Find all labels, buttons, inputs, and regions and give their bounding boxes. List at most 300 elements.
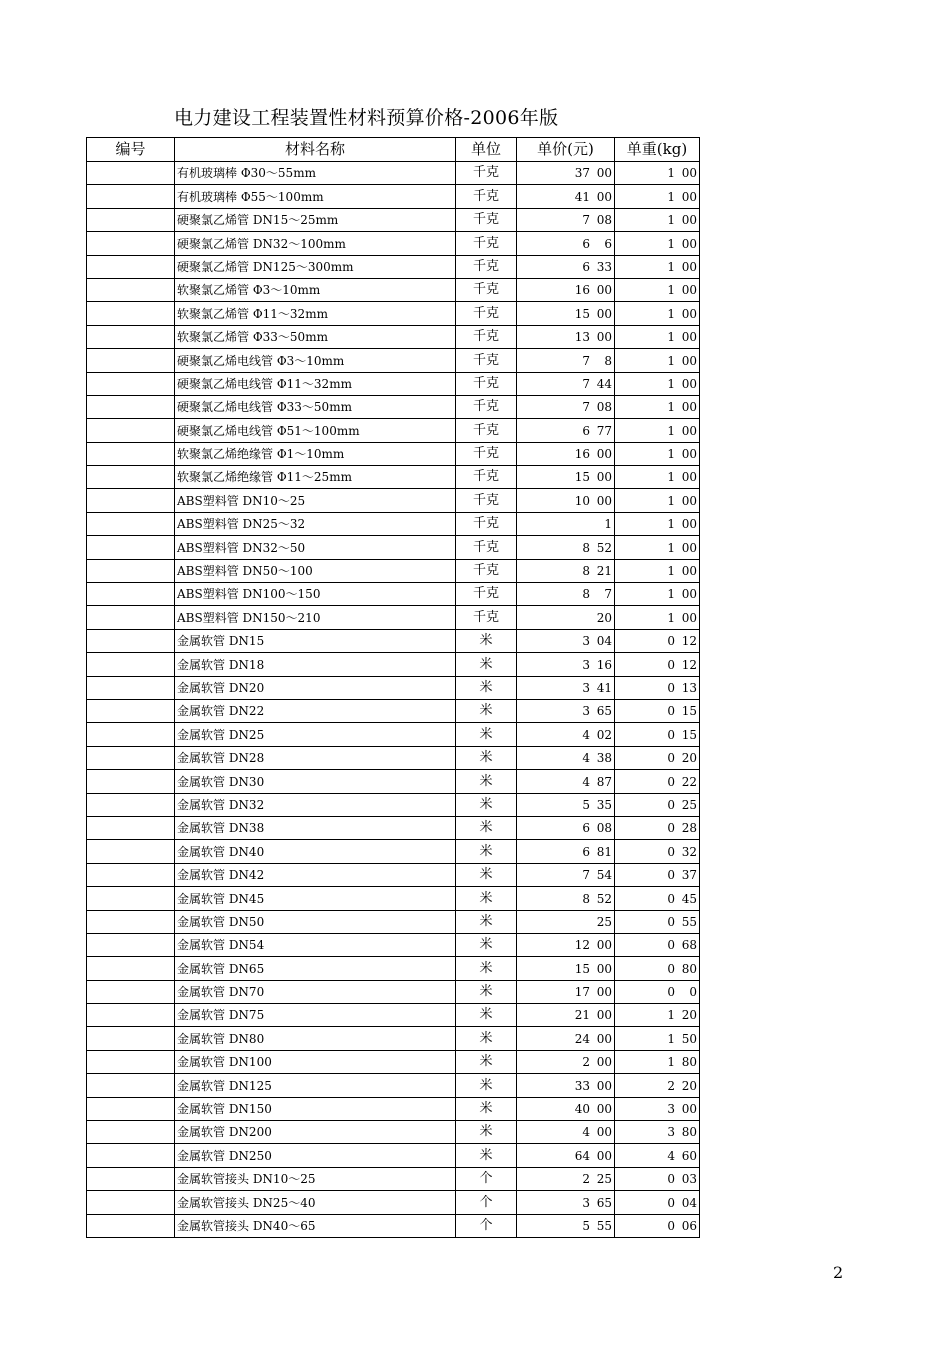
price-fraction-part: 54 bbox=[596, 868, 612, 883]
weight-integer-part: 0 bbox=[667, 1195, 675, 1210]
table-row bbox=[87, 208, 700, 231]
weight-integer-part: 0 bbox=[667, 774, 675, 789]
cell-code bbox=[87, 1074, 175, 1097]
cell-unit-weight bbox=[615, 583, 700, 606]
price-fraction-part: 6 bbox=[604, 236, 612, 251]
weight-fraction-part: 00 bbox=[681, 330, 697, 345]
cell-unit-weight bbox=[615, 699, 700, 722]
cell-material-name: 金属软管接头 DN40～65 bbox=[175, 1214, 456, 1237]
weight-integer-part: 0 bbox=[667, 634, 675, 649]
price-fraction-part: 00 bbox=[596, 1102, 612, 1117]
price-fraction-part: 21 bbox=[596, 564, 612, 579]
cell-unit: 个 bbox=[456, 1167, 517, 1190]
table-row bbox=[87, 699, 700, 722]
cell-code bbox=[87, 466, 175, 489]
price-integer-part: 4 bbox=[582, 727, 590, 742]
cell-unit-price bbox=[517, 442, 615, 465]
cell-unit: 千克 bbox=[456, 442, 517, 465]
cell-material-name: 金属软管 DN45 bbox=[175, 887, 456, 910]
cell-unit-price bbox=[517, 1167, 615, 1190]
weight-fraction-part: 00 bbox=[681, 447, 697, 462]
cell-material-name: 金属软管 DN125 bbox=[175, 1074, 456, 1097]
weight-integer-part: 0 bbox=[667, 751, 675, 766]
price-integer-part: 4 bbox=[582, 1125, 590, 1140]
weight-integer-part: 0 bbox=[667, 891, 675, 906]
weight-fraction-part: 12 bbox=[681, 634, 697, 649]
cell-material-name: ABS塑料管 DN32～50 bbox=[175, 536, 456, 559]
weight-fraction-part: 50 bbox=[681, 1031, 697, 1046]
weight-fraction-part: 00 bbox=[681, 283, 697, 298]
table-row bbox=[87, 816, 700, 839]
table-row bbox=[87, 1144, 700, 1167]
price-integer-part: 3 bbox=[582, 634, 590, 649]
weight-integer-part: 0 bbox=[667, 914, 675, 929]
cell-unit-weight bbox=[615, 723, 700, 746]
weight-fraction-part: 20 bbox=[681, 1078, 697, 1093]
price-fraction-part: 08 bbox=[596, 213, 612, 228]
price-fraction-part: 00 bbox=[596, 938, 612, 953]
cell-code bbox=[87, 512, 175, 535]
cell-unit-price bbox=[517, 816, 615, 839]
price-fraction-part: 25 bbox=[596, 1172, 612, 1187]
table-row bbox=[87, 466, 700, 489]
weight-fraction-part: 12 bbox=[681, 657, 697, 672]
price-integer-part: 37 bbox=[574, 166, 590, 181]
weight-fraction-part: 00 bbox=[681, 610, 697, 625]
cell-material-name: 硬聚氯乙烯电线管 Φ33～50mm bbox=[175, 395, 456, 418]
cell-code bbox=[87, 863, 175, 886]
price-fraction-part: 00 bbox=[596, 330, 612, 345]
table-row bbox=[87, 746, 700, 769]
weight-fraction-part: 04 bbox=[681, 1195, 697, 1210]
price-fraction-part: 8 bbox=[604, 353, 612, 368]
cell-unit-weight bbox=[615, 1004, 700, 1027]
price-integer-part: 3 bbox=[582, 704, 590, 719]
cell-unit-price bbox=[517, 162, 615, 185]
table-row bbox=[87, 863, 700, 886]
cell-unit-weight bbox=[615, 653, 700, 676]
cell-material-name: 硬聚氯乙烯电线管 Φ51～100mm bbox=[175, 419, 456, 442]
price-integer-part: 64 bbox=[574, 1148, 590, 1163]
cell-material-name: 硬聚氯乙烯管 DN15～25mm bbox=[175, 208, 456, 231]
cell-material-name: 软聚氯乙烯管 Φ33～50mm bbox=[175, 325, 456, 348]
price-fraction-part: 00 bbox=[596, 961, 612, 976]
price-integer-part: 21 bbox=[574, 1008, 590, 1023]
table-row bbox=[87, 1167, 700, 1190]
price-fraction-part: 02 bbox=[596, 727, 612, 742]
document-title: 电力建设工程装置性材料预算价格-2006年版 bbox=[174, 107, 559, 129]
cell-unit-weight bbox=[615, 302, 700, 325]
cell-material-name: 金属软管 DN40 bbox=[175, 840, 456, 863]
weight-integer-part: 1 bbox=[667, 353, 675, 368]
cell-code bbox=[87, 372, 175, 395]
table-row bbox=[87, 1214, 700, 1237]
cell-unit: 米 bbox=[456, 723, 517, 746]
cell-unit: 千克 bbox=[456, 536, 517, 559]
weight-fraction-part: 45 bbox=[681, 891, 697, 906]
weight-fraction-part: 80 bbox=[681, 1055, 697, 1070]
price-fraction-part: 65 bbox=[596, 1195, 612, 1210]
cell-code bbox=[87, 629, 175, 652]
cell-unit: 米 bbox=[456, 1097, 517, 1120]
cell-unit: 米 bbox=[456, 1074, 517, 1097]
price-integer-part: 2 bbox=[582, 1055, 590, 1070]
weight-integer-part: 1 bbox=[667, 447, 675, 462]
cell-code bbox=[87, 1191, 175, 1214]
cell-unit-weight bbox=[615, 1074, 700, 1097]
cell-unit-price bbox=[517, 1121, 615, 1144]
cell-unit-weight bbox=[615, 349, 700, 372]
cell-material-name: 金属软管 DN18 bbox=[175, 653, 456, 676]
table-row bbox=[87, 933, 700, 956]
weight-integer-part: 0 bbox=[667, 1218, 675, 1233]
price-fraction-part: 20 bbox=[596, 610, 612, 625]
table-row bbox=[87, 419, 700, 442]
cell-material-name: 金属软管 DN28 bbox=[175, 746, 456, 769]
weight-fraction-part: 13 bbox=[681, 680, 697, 695]
price-integer-part: 10 bbox=[574, 493, 590, 508]
cell-unit-price bbox=[517, 325, 615, 348]
table-row bbox=[87, 1191, 700, 1214]
weight-integer-part: 3 bbox=[667, 1102, 675, 1117]
price-integer-part: 12 bbox=[574, 938, 590, 953]
weight-integer-part: 2 bbox=[667, 1078, 675, 1093]
weight-fraction-part: 32 bbox=[681, 844, 697, 859]
cell-material-name: 金属软管 DN100 bbox=[175, 1050, 456, 1073]
weight-integer-part: 1 bbox=[667, 1008, 675, 1023]
price-integer-part: 41 bbox=[574, 189, 590, 204]
cell-unit-price bbox=[517, 208, 615, 231]
weight-fraction-part: 20 bbox=[681, 1008, 697, 1023]
cell-unit: 米 bbox=[456, 910, 517, 933]
cell-unit-price bbox=[517, 278, 615, 301]
weight-fraction-part: 80 bbox=[681, 961, 697, 976]
price-fraction-part: 52 bbox=[596, 540, 612, 555]
cell-unit-price bbox=[517, 185, 615, 208]
table-header-row bbox=[87, 138, 700, 162]
table-row bbox=[87, 395, 700, 418]
weight-fraction-part: 00 bbox=[681, 564, 697, 579]
cell-unit: 米 bbox=[456, 1027, 517, 1050]
weight-integer-part: 1 bbox=[667, 306, 675, 321]
weight-fraction-part: 00 bbox=[681, 306, 697, 321]
price-fraction-part: 1 bbox=[604, 517, 612, 532]
price-fraction-part: 16 bbox=[596, 657, 612, 672]
cell-code bbox=[87, 887, 175, 910]
weight-fraction-part: 37 bbox=[681, 868, 697, 883]
table-row bbox=[87, 1004, 700, 1027]
cell-unit-weight bbox=[615, 887, 700, 910]
cell-unit-price bbox=[517, 1144, 615, 1167]
cell-unit-weight bbox=[615, 278, 700, 301]
table-row bbox=[87, 162, 700, 185]
price-fraction-part: 00 bbox=[596, 1078, 612, 1093]
cell-unit-price bbox=[517, 910, 615, 933]
cell-material-name: 硬聚氯乙烯电线管 Φ11～32mm bbox=[175, 372, 456, 395]
weight-integer-part: 1 bbox=[667, 610, 675, 625]
price-fraction-part: 81 bbox=[596, 844, 612, 859]
cell-code bbox=[87, 419, 175, 442]
price-fraction-part: 00 bbox=[596, 1055, 612, 1070]
price-fraction-part: 00 bbox=[596, 166, 612, 181]
price-fraction-part: 00 bbox=[596, 283, 612, 298]
weight-fraction-part: 00 bbox=[681, 423, 697, 438]
cell-unit-weight bbox=[615, 536, 700, 559]
cell-unit-price bbox=[517, 349, 615, 372]
cell-code bbox=[87, 302, 175, 325]
cell-unit-price bbox=[517, 1191, 615, 1214]
weight-integer-part: 0 bbox=[667, 680, 675, 695]
price-integer-part: 15 bbox=[574, 470, 590, 485]
table-row bbox=[87, 583, 700, 606]
cell-material-name: 金属软管 DN54 bbox=[175, 933, 456, 956]
cell-unit-price bbox=[517, 1074, 615, 1097]
weight-fraction-part: 00 bbox=[681, 376, 697, 391]
cell-unit-price bbox=[517, 395, 615, 418]
cell-unit-weight bbox=[615, 395, 700, 418]
price-integer-part: 6 bbox=[582, 821, 590, 836]
cell-material-name: 金属软管 DN22 bbox=[175, 699, 456, 722]
cell-unit: 米 bbox=[456, 1050, 517, 1073]
weight-integer-part: 1 bbox=[667, 493, 675, 508]
price-fraction-part: 25 bbox=[596, 914, 612, 929]
cell-unit-weight bbox=[615, 629, 700, 652]
cell-unit: 米 bbox=[456, 793, 517, 816]
weight-integer-part: 0 bbox=[667, 844, 675, 859]
cell-material-name: 金属软管 DN50 bbox=[175, 910, 456, 933]
weight-fraction-part: 06 bbox=[681, 1218, 697, 1233]
table-row bbox=[87, 302, 700, 325]
price-integer-part: 15 bbox=[574, 306, 590, 321]
price-integer-part: 7 bbox=[582, 213, 590, 228]
cell-code bbox=[87, 278, 175, 301]
table-row bbox=[87, 606, 700, 629]
cell-unit: 米 bbox=[456, 699, 517, 722]
cell-code bbox=[87, 606, 175, 629]
table-row bbox=[87, 232, 700, 255]
table-row bbox=[87, 255, 700, 278]
table-row bbox=[87, 1074, 700, 1097]
cell-code bbox=[87, 1027, 175, 1050]
price-fraction-part: 00 bbox=[596, 493, 612, 508]
cell-material-name: 有机玻璃棒 Φ55～100mm bbox=[175, 185, 456, 208]
cell-code bbox=[87, 793, 175, 816]
cell-unit: 千克 bbox=[456, 232, 517, 255]
cell-unit-price bbox=[517, 887, 615, 910]
price-fraction-part: 52 bbox=[596, 891, 612, 906]
material-price-table bbox=[86, 137, 700, 1238]
cell-unit-price bbox=[517, 723, 615, 746]
cell-unit-weight bbox=[615, 1121, 700, 1144]
cell-code bbox=[87, 1144, 175, 1167]
weight-integer-part: 0 bbox=[667, 985, 675, 1000]
cell-unit-weight bbox=[615, 442, 700, 465]
weight-fraction-part: 55 bbox=[681, 914, 697, 929]
cell-unit-price bbox=[517, 933, 615, 956]
weight-integer-part: 1 bbox=[667, 400, 675, 415]
cell-unit: 米 bbox=[456, 770, 517, 793]
price-integer-part: 3 bbox=[582, 657, 590, 672]
table-row bbox=[87, 1121, 700, 1144]
cell-unit: 米 bbox=[456, 933, 517, 956]
cell-unit-weight bbox=[615, 933, 700, 956]
table-row bbox=[87, 887, 700, 910]
cell-unit: 米 bbox=[456, 980, 517, 1003]
cell-material-name: 金属软管 DN30 bbox=[175, 770, 456, 793]
cell-code bbox=[87, 395, 175, 418]
cell-material-name: 金属软管接头 DN10～25 bbox=[175, 1167, 456, 1190]
cell-code bbox=[87, 933, 175, 956]
cell-unit: 米 bbox=[456, 887, 517, 910]
cell-material-name: 金属软管 DN42 bbox=[175, 863, 456, 886]
weight-integer-part: 0 bbox=[667, 821, 675, 836]
cell-material-name: 软聚氯乙烯绝缘管 Φ1～10mm bbox=[175, 442, 456, 465]
cell-unit-price bbox=[517, 232, 615, 255]
price-fraction-part: 00 bbox=[596, 1125, 612, 1140]
price-integer-part: 8 bbox=[582, 564, 590, 579]
price-fraction-part: 87 bbox=[596, 774, 612, 789]
cell-code bbox=[87, 910, 175, 933]
cell-unit-price bbox=[517, 746, 615, 769]
cell-unit-weight bbox=[615, 559, 700, 582]
price-fraction-part: 00 bbox=[596, 1008, 612, 1023]
cell-code bbox=[87, 185, 175, 208]
price-integer-part: 3 bbox=[582, 680, 590, 695]
cell-unit: 千克 bbox=[456, 512, 517, 535]
table-row bbox=[87, 840, 700, 863]
price-integer-part: 15 bbox=[574, 961, 590, 976]
cell-material-name: 金属软管 DN250 bbox=[175, 1144, 456, 1167]
column-header-name: 材料名称 bbox=[175, 138, 456, 162]
weight-fraction-part: 0 bbox=[689, 985, 697, 1000]
cell-code bbox=[87, 957, 175, 980]
cell-unit-weight bbox=[615, 980, 700, 1003]
weight-integer-part: 1 bbox=[667, 564, 675, 579]
weight-integer-part: 3 bbox=[667, 1125, 675, 1140]
cell-code bbox=[87, 559, 175, 582]
weight-fraction-part: 20 bbox=[681, 751, 697, 766]
cell-material-name: 有机玻璃棒 Φ30～55mm bbox=[175, 162, 456, 185]
cell-material-name: 硬聚氯乙烯管 DN32～100mm bbox=[175, 232, 456, 255]
price-fraction-part: 7 bbox=[604, 587, 612, 602]
weight-integer-part: 0 bbox=[667, 1172, 675, 1187]
column-header-price: 单价(元) bbox=[517, 138, 615, 162]
cell-code bbox=[87, 676, 175, 699]
table-row bbox=[87, 653, 700, 676]
cell-material-name: 金属软管 DN75 bbox=[175, 1004, 456, 1027]
cell-unit: 千克 bbox=[456, 162, 517, 185]
cell-unit-weight bbox=[615, 489, 700, 512]
cell-unit-weight bbox=[615, 606, 700, 629]
cell-code bbox=[87, 723, 175, 746]
cell-unit-price bbox=[517, 863, 615, 886]
weight-fraction-part: 00 bbox=[681, 236, 697, 251]
cell-unit: 千克 bbox=[456, 489, 517, 512]
price-integer-part: 40 bbox=[574, 1102, 590, 1117]
weight-integer-part: 1 bbox=[667, 259, 675, 274]
cell-unit-weight bbox=[615, 1214, 700, 1237]
cell-unit-weight bbox=[615, 372, 700, 395]
cell-unit: 千克 bbox=[456, 208, 517, 231]
cell-unit: 千克 bbox=[456, 185, 517, 208]
weight-fraction-part: 00 bbox=[681, 517, 697, 532]
cell-unit-price bbox=[517, 419, 615, 442]
cell-material-name: ABS塑料管 DN10～25 bbox=[175, 489, 456, 512]
cell-material-name: 金属软管 DN20 bbox=[175, 676, 456, 699]
cell-unit-weight bbox=[615, 840, 700, 863]
cell-code bbox=[87, 699, 175, 722]
cell-unit: 米 bbox=[456, 676, 517, 699]
cell-code bbox=[87, 489, 175, 512]
cell-code bbox=[87, 1004, 175, 1027]
price-fraction-part: 35 bbox=[596, 797, 612, 812]
table-row bbox=[87, 910, 700, 933]
cell-code bbox=[87, 1050, 175, 1073]
cell-material-name: 金属软管 DN15 bbox=[175, 629, 456, 652]
price-integer-part: 4 bbox=[582, 751, 590, 766]
weight-fraction-part: 80 bbox=[681, 1125, 697, 1140]
column-header-weight: 单重(kg) bbox=[615, 138, 700, 162]
cell-code bbox=[87, 840, 175, 863]
cell-unit-weight bbox=[615, 419, 700, 442]
price-fraction-part: 41 bbox=[596, 680, 612, 695]
price-fraction-part: 08 bbox=[596, 400, 612, 415]
weight-integer-part: 1 bbox=[667, 1031, 675, 1046]
cell-unit-weight bbox=[615, 793, 700, 816]
price-fraction-part: 33 bbox=[596, 259, 612, 274]
cell-unit-price bbox=[517, 466, 615, 489]
weight-integer-part: 1 bbox=[667, 213, 675, 228]
cell-unit-weight bbox=[615, 957, 700, 980]
price-integer-part: 4 bbox=[582, 774, 590, 789]
table-row bbox=[87, 559, 700, 582]
cell-unit: 个 bbox=[456, 1191, 517, 1214]
price-integer-part: 6 bbox=[582, 423, 590, 438]
cell-unit-weight bbox=[615, 1191, 700, 1214]
price-integer-part: 6 bbox=[582, 844, 590, 859]
cell-unit: 千克 bbox=[456, 466, 517, 489]
cell-unit-weight bbox=[615, 1167, 700, 1190]
table-row bbox=[87, 957, 700, 980]
table-row bbox=[87, 325, 700, 348]
price-integer-part: 7 bbox=[582, 376, 590, 391]
price-fraction-part: 04 bbox=[596, 634, 612, 649]
weight-integer-part: 1 bbox=[667, 376, 675, 391]
cell-unit-weight bbox=[615, 863, 700, 886]
table-row bbox=[87, 512, 700, 535]
weight-integer-part: 0 bbox=[667, 938, 675, 953]
cell-material-name: 金属软管 DN32 bbox=[175, 793, 456, 816]
weight-integer-part: 0 bbox=[667, 704, 675, 719]
cell-unit-weight bbox=[615, 512, 700, 535]
cell-unit: 米 bbox=[456, 957, 517, 980]
cell-unit: 千克 bbox=[456, 372, 517, 395]
table-row bbox=[87, 1050, 700, 1073]
price-integer-part: 5 bbox=[582, 1218, 590, 1233]
price-fraction-part: 65 bbox=[596, 704, 612, 719]
cell-code bbox=[87, 442, 175, 465]
weight-fraction-part: 00 bbox=[681, 353, 697, 368]
weight-fraction-part: 15 bbox=[681, 704, 697, 719]
cell-material-name: ABS塑料管 DN150～210 bbox=[175, 606, 456, 629]
table-row bbox=[87, 980, 700, 1003]
cell-unit: 米 bbox=[456, 653, 517, 676]
cell-unit-price bbox=[517, 512, 615, 535]
table-row bbox=[87, 1027, 700, 1050]
price-fraction-part: 08 bbox=[596, 821, 612, 836]
price-integer-part: 3 bbox=[582, 1195, 590, 1210]
cell-unit: 米 bbox=[456, 840, 517, 863]
